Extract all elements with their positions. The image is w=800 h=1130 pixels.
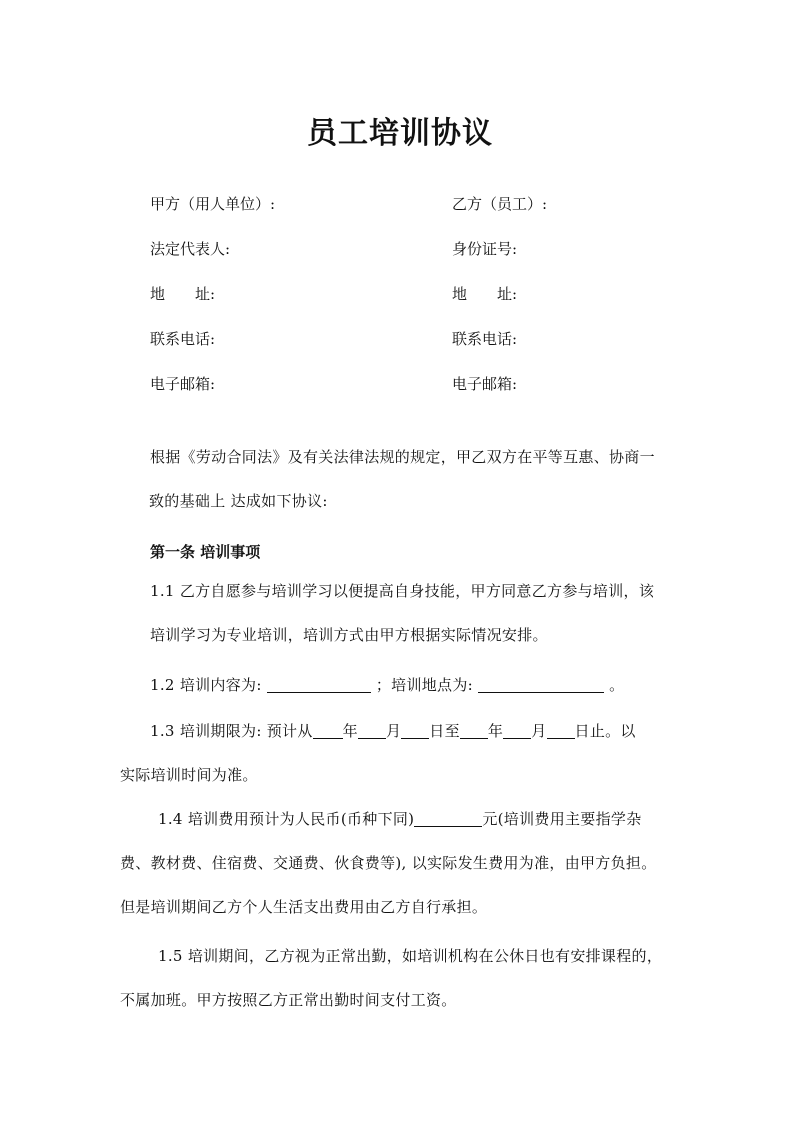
intro-line-2: 致的基础上 达成如下协议: <box>149 492 328 510</box>
start-year-label: 年 <box>342 722 358 740</box>
clause-1-2 <box>150 663 690 707</box>
clause-1-3-part-1: 1.3 培训期限为: 预计从 <box>150 722 313 740</box>
clause-1-4-line-2: 费、教材费、住宿费、交通费、伙食费等), 以实际发生费用为准，由甲方负担。 <box>120 854 657 872</box>
party-a-label: 甲方（用人单位）: <box>150 195 276 213</box>
clause-1-2-line <box>150 663 690 707</box>
clause-1-3 <box>120 709 690 797</box>
clause-1-4-part-1: 1.4 培训费用预计为人民币(币种下同) <box>158 810 415 828</box>
party-a-address-label: 地 址: <box>150 285 216 303</box>
intro-line-1: 根据《劳动合同法》及有关法律法规的规定，甲乙双方在平等互惠、协商一 <box>150 448 655 466</box>
party-b-email-label: 电子邮箱: <box>452 375 518 393</box>
clause-1-4-line-1 <box>158 797 698 841</box>
end-day-blank <box>547 722 575 739</box>
clause-1-1 <box>150 569 690 657</box>
training-location-blank <box>478 676 604 693</box>
id-number-label: 身份证号: <box>452 240 518 258</box>
clause-1-1-line-1: 1.1 乙方自愿参与培训学习以便提高自身技能，甲方同意乙方参与培训，该 <box>150 582 655 600</box>
clause-1-2-part-1: 1.2 培训内容为: <box>150 676 262 694</box>
clause-1-2-part-3: 。 <box>609 676 625 694</box>
start-day-blank <box>401 722 429 739</box>
article-1-heading: 第一条 培训事项 <box>150 543 261 561</box>
training-fee-blank <box>414 810 482 827</box>
clause-1-3-line-2: 实际培训时间为准。 <box>120 766 258 784</box>
start-day-label: 日至 <box>429 722 460 740</box>
clause-1-3-line-1 <box>150 709 690 753</box>
party-row-party <box>150 192 710 216</box>
end-year-blank <box>460 722 488 739</box>
end-year-label: 年 <box>487 722 504 740</box>
clause-1-2-part-2: ；培训地点为: <box>375 676 473 694</box>
end-day-label: 日止。以 <box>574 722 636 740</box>
intro-paragraph <box>150 435 690 523</box>
training-content-blank <box>267 676 371 693</box>
party-a-phone-label: 联系电话: <box>150 330 216 348</box>
party-a-email-label: 电子邮箱: <box>150 375 216 393</box>
party-row-address <box>150 282 710 306</box>
party-b-address-label: 地 址: <box>452 285 518 303</box>
clause-1-5-line-2: 不属加班。甲方按照乙方正常出勤时间支付工资。 <box>120 991 457 1009</box>
clause-1-5-line-1: 1.5 培训期间，乙方视为正常出勤，如培训机构在公休日也有安排课程的， <box>158 947 663 965</box>
party-b-label: 乙方（员工）: <box>452 195 548 213</box>
party-row-representative <box>150 237 710 261</box>
clause-1-1-line-2: 培训学习为专业培训，培训方式由甲方根据实际情况安排。 <box>150 626 548 644</box>
document-title: 员工培训协议 <box>307 116 493 151</box>
end-month-blank <box>503 722 531 739</box>
clause-1-5 <box>120 934 698 1022</box>
start-month-label: 月 <box>385 722 402 740</box>
party-row-email <box>150 372 710 396</box>
party-row-phone <box>150 327 710 351</box>
clause-1-4-line-3: 但是培训期间乙方个人生活支出费用由乙方自行承担。 <box>120 898 488 916</box>
start-year-blank <box>313 722 343 739</box>
end-month-label: 月 <box>531 722 547 740</box>
clause-1-4 <box>120 797 698 929</box>
party-b-phone-label: 联系电话: <box>452 330 518 348</box>
clause-1-4-part-2: 元(培训费用主要指学杂 <box>482 810 642 828</box>
start-month-blank <box>358 722 386 739</box>
legal-representative-label: 法定代表人: <box>150 240 231 258</box>
